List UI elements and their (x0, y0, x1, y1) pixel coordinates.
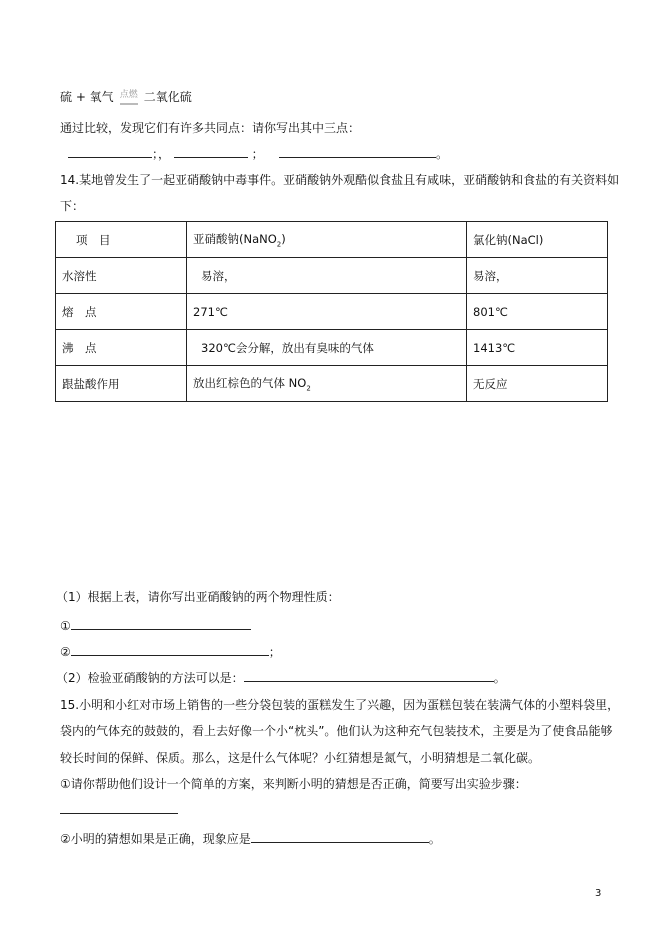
answer-steps (60, 801, 178, 818)
cell: 跟盐酸作用 (56, 366, 187, 402)
eq-left: 硫 + 氧气 (60, 90, 114, 104)
q14-text: 14.某地曾发生了一起亚硝酸钠中毒事件。亚硝酸钠外观酷似食盐且有咸味，亚硝酸钠和食盐的有关资料如 (60, 173, 620, 187)
compare-prompt: 通过比较，发现它们有许多共同点：请你写出其中三点： (60, 121, 361, 135)
cell: 熔 点 (56, 294, 187, 330)
blanks-row (68, 145, 448, 162)
eq-right: 二氧化硫 (143, 90, 192, 104)
cell: 亚硝酸钠(NaNO$_2$) (187, 222, 467, 258)
table-header (56, 222, 608, 258)
table-row (56, 366, 608, 402)
q15-text: 15.小明和小红对市场上销售的一些分袋包装的蛋糕发生了兴趣，因为蛋糕包装在装满气体的小塑料袋里， (60, 698, 620, 712)
answer-1: ① (60, 617, 251, 634)
blank-2[interactable] (174, 145, 248, 158)
cell: 271℃ (187, 294, 467, 330)
cell: 易溶， (467, 258, 608, 294)
answer-blank[interactable] (244, 669, 494, 682)
cell: 320℃会分解，放出有臭味的气体 (187, 330, 467, 366)
cell: 放出红棕色的气体 $NO_2$ (187, 366, 467, 402)
data-table (55, 221, 608, 402)
q15-text: 较长时间的保鲜、保质。那么，这是什么气体呢？小红猜想是氮气，小明猜想是二氧化碳。 (60, 751, 541, 765)
cell: 项 目 (56, 222, 187, 258)
answer-blank[interactable] (71, 643, 269, 656)
cell: 无反应 (467, 366, 608, 402)
q14-text: 下： (60, 199, 85, 213)
eq-condition: 点燃 (120, 87, 138, 105)
sep: ； (251, 147, 264, 161)
cell: 801℃ (467, 294, 608, 330)
cell: 1413℃ (467, 330, 608, 366)
sep: ；， (152, 147, 171, 161)
table-row (56, 294, 608, 330)
answer-blank[interactable] (60, 801, 178, 814)
cell: 氯化钠(NaCl) (467, 222, 608, 258)
blank-3[interactable] (279, 145, 436, 158)
page-number: 3 (595, 888, 602, 899)
answer-2: ② ； (60, 645, 281, 659)
cell: 沸 点 (56, 330, 187, 366)
q15-text: 袋内的气体充的鼓鼓的，看上去好像一个小“枕头”。他们认为这种充气包装技术，主要是为了使食品能够 (60, 724, 613, 738)
answer-blank[interactable] (71, 617, 251, 630)
equation (60, 89, 192, 109)
table-row (56, 330, 608, 366)
cell: 水溶性 (56, 258, 187, 294)
cell: 易溶， (187, 258, 467, 294)
answer-blank[interactable] (251, 830, 429, 843)
table-row (56, 258, 608, 294)
part2: （2）检验亚硝酸钠的方法可以是： 。 (56, 671, 506, 685)
q15-text: ①请你帮助他们设计一个简单的方案，来判断小明的猜想是否正确，简要写出实验步骤： (60, 777, 527, 791)
blank-1[interactable] (68, 145, 152, 158)
q15-part2: ②小明的猜想如果是正确，现象应是 。 (60, 832, 441, 846)
part1-prompt: （1）根据上表，请你写出亚硝酸钠的两个物理性质： (56, 590, 340, 604)
end: 。 (435, 147, 448, 161)
